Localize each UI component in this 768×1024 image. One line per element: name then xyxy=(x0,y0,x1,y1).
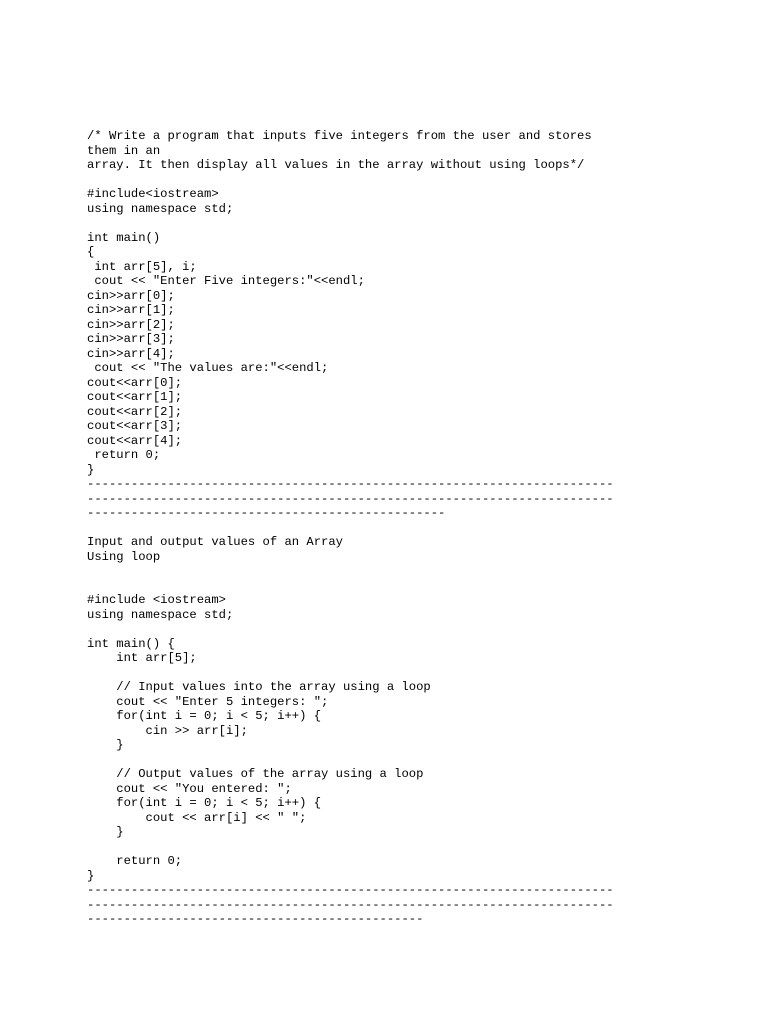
blank-line xyxy=(87,173,687,188)
code-line: cout<<arr[3]; xyxy=(87,419,183,433)
code-line: Input and output values of an Array xyxy=(87,535,343,549)
separator-line: ------------------------------------------------------------------------ xyxy=(87,883,614,897)
code-line: cin>>arr[3]; xyxy=(87,332,175,346)
code-line: // Output values of the array using a loop xyxy=(87,767,424,781)
code-line: /* Write a program that inputs five integers from the user and stores xyxy=(87,129,592,143)
blank-line xyxy=(87,564,687,579)
code-line: array. It then display all values in the array without using loops*/ xyxy=(87,158,585,172)
blank-line xyxy=(87,666,687,681)
separator-line: ------------------------------------------------- xyxy=(87,506,446,520)
code-line: cin >> arr[i]; xyxy=(87,723,248,738)
blank-line xyxy=(87,753,687,768)
blank-line xyxy=(87,579,687,594)
blank-line xyxy=(87,622,687,637)
code-line: // Input values into the array using a loop xyxy=(87,680,431,694)
code-line: using namespace std; xyxy=(87,201,234,216)
separator-line: ---------------------------------------------- xyxy=(87,912,424,926)
code-line: int main() xyxy=(87,230,161,245)
code-line: cout << "Enter 5 integers: "; xyxy=(87,694,329,709)
code-line: cin>>arr[4]; xyxy=(87,346,175,361)
code-line: } xyxy=(87,462,95,477)
code-line: cout << arr[i] << " "; xyxy=(87,810,307,825)
code-line: { xyxy=(87,245,95,259)
code-line: int arr[5], i; xyxy=(87,259,197,274)
code-line: Using loop xyxy=(87,549,161,564)
blank-line xyxy=(87,840,687,855)
blank-line xyxy=(87,216,687,231)
code-line: #include<iostream> xyxy=(87,187,219,201)
separator-line: ------------------------------------------------------------------------ xyxy=(87,491,614,506)
separator-line: ------------------------------------------------------------------------ xyxy=(87,897,614,912)
code-line: } xyxy=(87,825,124,839)
code-line: cin>>arr[1]; xyxy=(87,303,175,317)
code-line: return 0; xyxy=(87,854,183,868)
code-line: for(int i = 0; i < 5; i++) { xyxy=(87,709,322,723)
code-line: for(int i = 0; i < 5; i++) { xyxy=(87,796,322,810)
code-line: cout << "The values are:"<<endl; xyxy=(87,361,329,375)
code-line: int main() { xyxy=(87,636,175,651)
code-line: cin>>arr[0]; xyxy=(87,288,175,303)
code-line: using namespace std; xyxy=(87,607,234,622)
code-line: cout << "You entered: "; xyxy=(87,781,292,796)
blank-line xyxy=(87,521,687,536)
code-line: return 0; xyxy=(87,448,161,462)
code-text-block xyxy=(87,129,687,927)
code-line: int arr[5]; xyxy=(87,651,197,665)
code-line: cin>>arr[2]; xyxy=(87,317,175,332)
code-line: } xyxy=(87,738,124,752)
code-line: cout<<arr[0]; xyxy=(87,375,183,390)
code-line: #include <iostream> xyxy=(87,593,226,607)
code-line: them in an xyxy=(87,143,161,158)
code-line: cout << "Enter Five integers:"<<endl; xyxy=(87,274,365,288)
code-line: } xyxy=(87,868,95,883)
code-line: cout<<arr[4]; xyxy=(87,433,183,448)
separator-line: ------------------------------------------------------------------------ xyxy=(87,477,614,491)
code-line: cout<<arr[1]; xyxy=(87,390,183,404)
code-line: cout<<arr[2]; xyxy=(87,404,183,419)
